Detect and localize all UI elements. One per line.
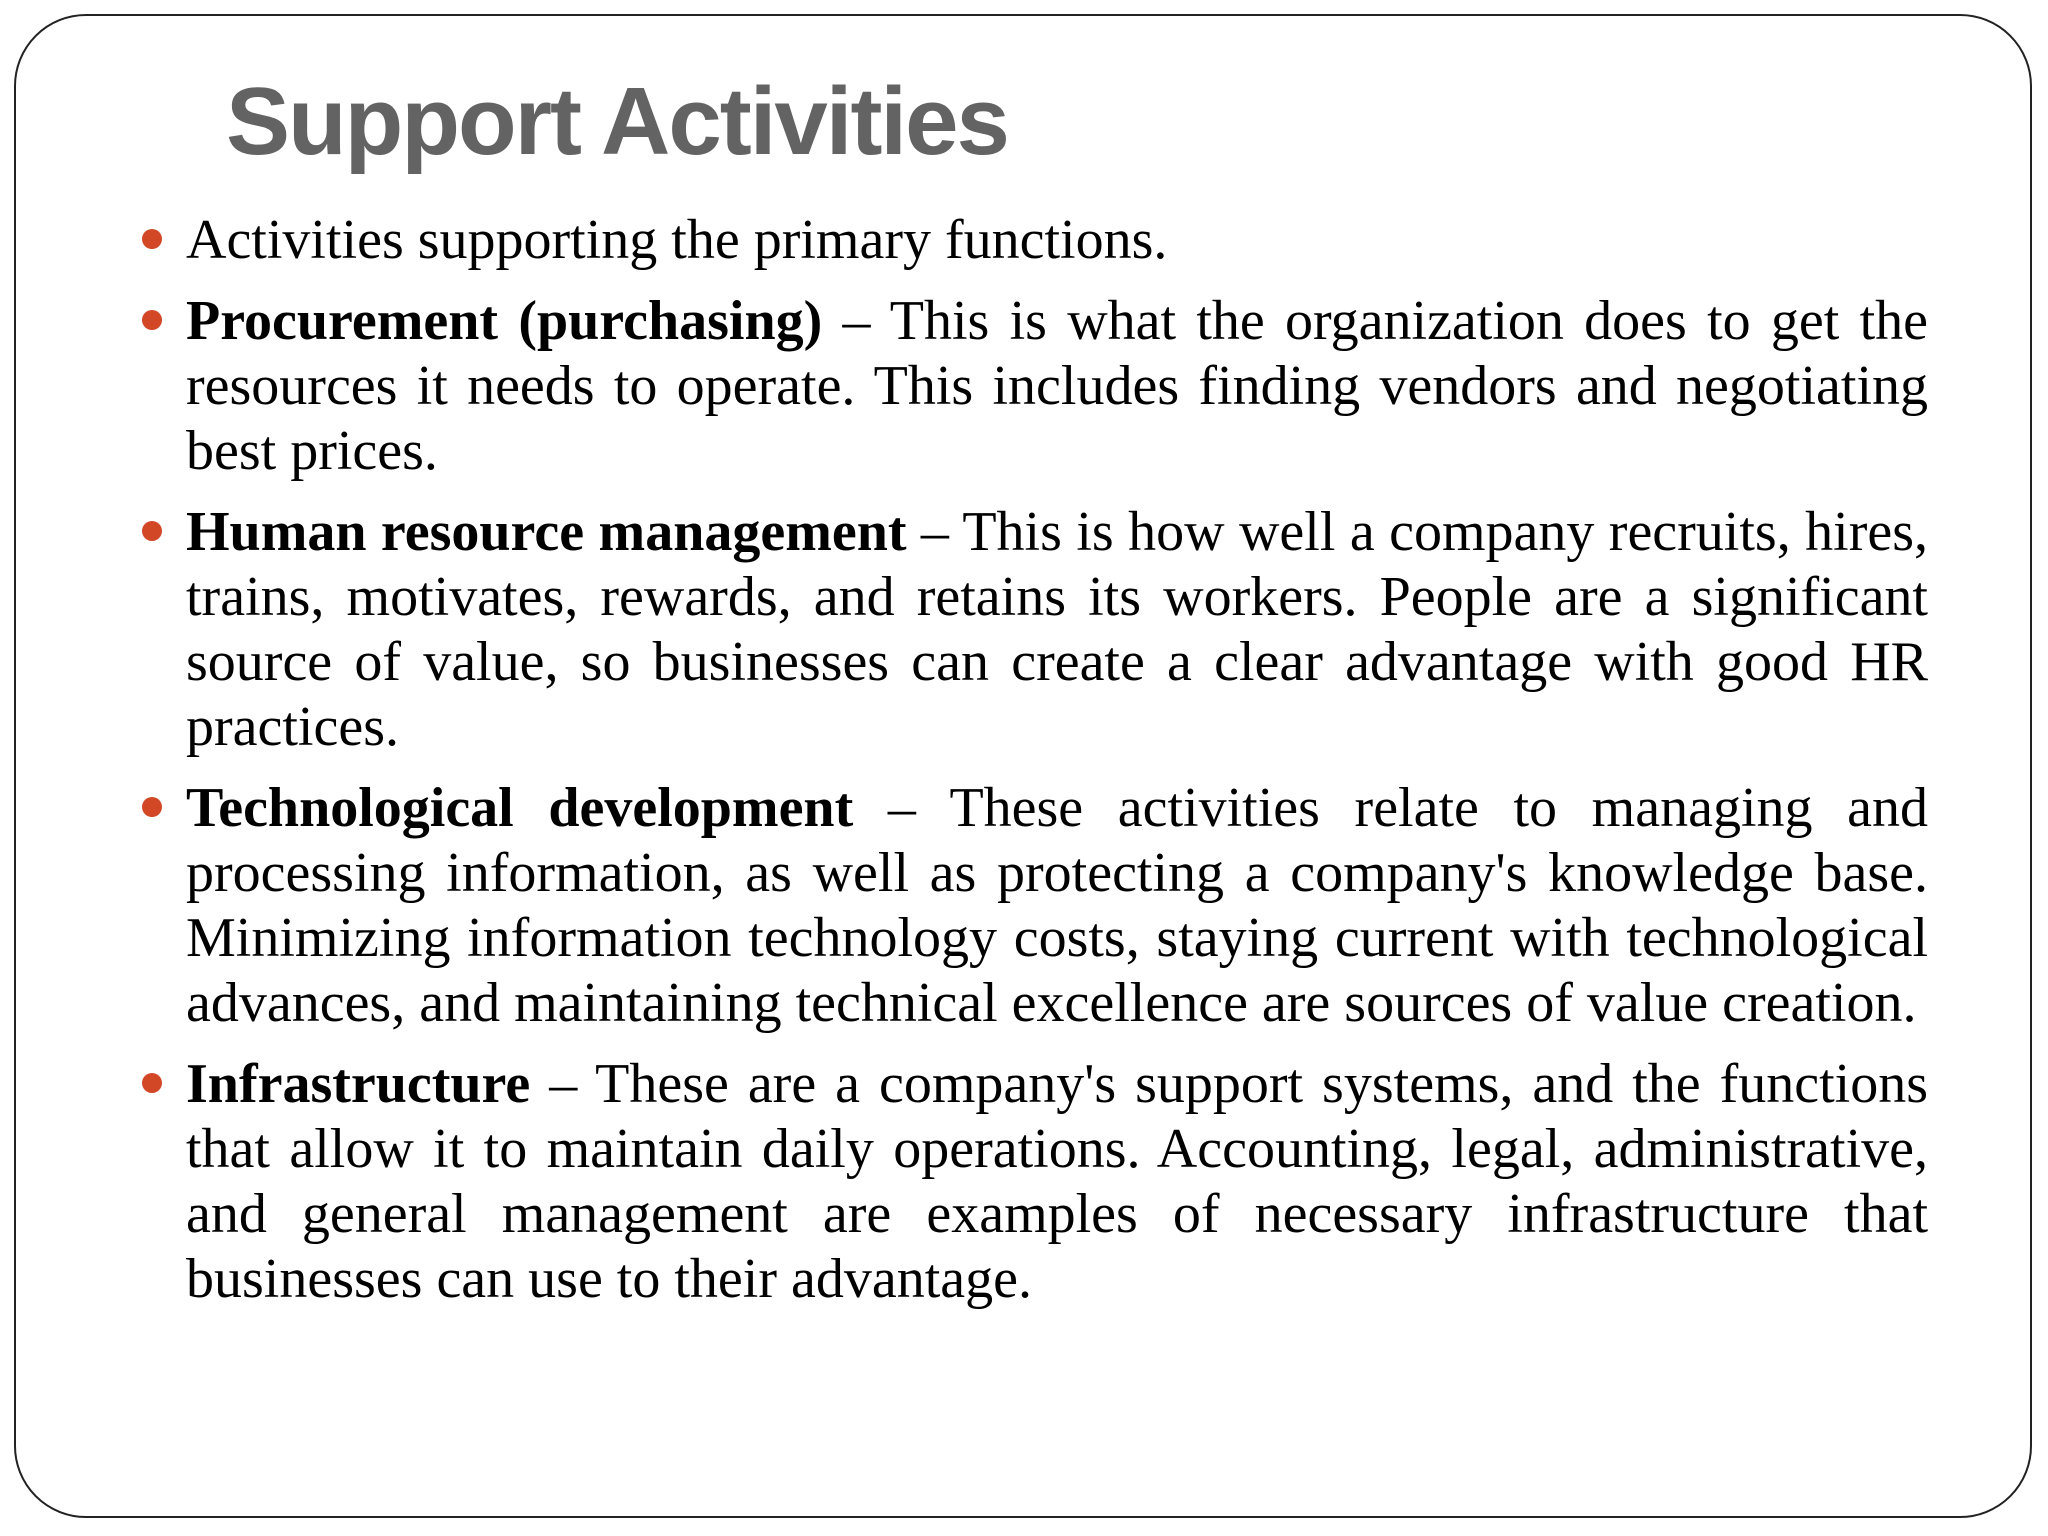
bullet-item-infrastructure — [186, 1052, 1928, 1312]
bullet-term: Infrastructure — [186, 1053, 531, 1115]
bullet-text: – These are a company's support systems, and the functions that allow it to maintain daily operations. Accounting, legal, administrative, and general management are examples of necessary infrastructure that businesses can use to their advantage. — [186, 1053, 1928, 1310]
bullet-text: Activities supporting the primary functions. — [186, 209, 1168, 271]
bullet-list — [186, 208, 1928, 1328]
bullet-term: Human resource management — [186, 501, 907, 563]
bullet-dot-icon — [142, 1073, 162, 1093]
bullet-dot-icon — [142, 797, 162, 817]
bullet-dot-icon — [142, 229, 162, 249]
slide — [14, 14, 2032, 1518]
bullet-text: – These activities relate to managing and processing information, as well as protecting a company's knowledge base. Minimizing information technology costs, staying current with technological advances, and maintaining technical excellence are sources of value creation. — [186, 777, 1928, 1034]
bullet-term: Technological development — [186, 777, 854, 839]
bullet-text: – This is how well a company recruits, hires, trains, motivates, rewards, and retains its workers. People are a significant source of value, so businesses can create a clear advantage with good HR practices. — [186, 501, 1929, 758]
bullet-dot-icon — [142, 521, 162, 541]
bullet-text: – This is what the organization does to get the resources it needs to operate. This includes finding vendors and negotiating best prices. — [186, 290, 1928, 482]
slide-title: Support Activities — [226, 68, 1008, 175]
bullet-item-procurement — [186, 289, 1928, 484]
bullet-dot-icon — [142, 310, 162, 330]
bullet-term: Procurement (purchasing) — [186, 290, 823, 352]
bullet-item-hr — [186, 500, 1928, 760]
bullet-item-supporting — [186, 208, 1928, 273]
bullet-item-technology — [186, 776, 1928, 1036]
